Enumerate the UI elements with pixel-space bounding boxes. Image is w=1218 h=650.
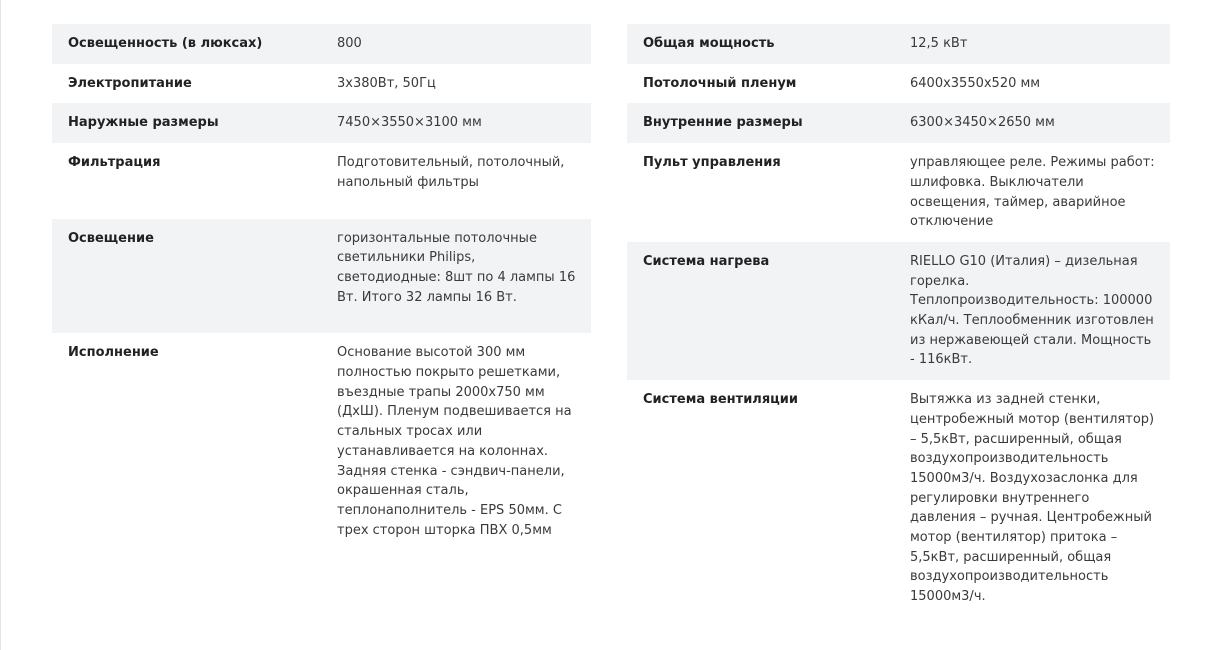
spec-label: Освещенность (в люксах)	[52, 24, 321, 64]
table-row	[627, 64, 1170, 104]
spec-value: 12,5 кВт	[894, 24, 1170, 64]
spec-label: Электропитание	[68, 75, 192, 91]
table-row	[627, 24, 1170, 64]
page-left-border	[0, 0, 1, 650]
spec-label: Система нагрева	[627, 242, 894, 380]
spec-label: Внутренние размеры	[627, 103, 894, 143]
table-row	[52, 333, 591, 550]
spec-label: Пульт управления	[643, 155, 781, 171]
table-row	[627, 380, 1170, 617]
table-row	[627, 143, 1170, 242]
table-row	[52, 219, 591, 334]
spec-label: Фильтрация	[68, 155, 161, 171]
spec-value: Подготовительный, потолочный, напольный фильтры	[337, 155, 565, 190]
spec-value: 7450×3550×3100 мм	[321, 103, 591, 143]
spec-value: 800	[321, 24, 591, 64]
table-row	[627, 103, 1170, 143]
spec-value: горизонтальные потолочные светильники Philips, светодиодные: 8шт по 4 лампы 16 Вт. Итого 32 лампы 16 Вт.	[321, 219, 591, 334]
spec-value: Основание высотой 300 мм полностью покрыто решетками, въездные трапы 2000х750 мм (ДхШ). Пленум подвешивается на стальных тросах или устанавливается на колоннах. Задняя стенка - сэндвич-панели, окрашенная сталь, теплонаполнитель - EPS 50мм. С трех сторон шторка ПВХ 0,5мм	[337, 345, 572, 538]
spec-value: 3х380Вт, 50Гц	[337, 75, 436, 91]
table-row	[52, 24, 591, 64]
spec-label: Потолочный пленум	[643, 75, 797, 91]
table-row	[627, 242, 1170, 380]
spec-value: Вытяжка из задней стенки, центробежный мотор (вентилятор) – 5,5кВт, расширенный, общая воздухопроизводительность 15000м3/ч. Воздухозаслонка для регулировки внутреннего давления – ручная. Центробежный мотор (вентилятор) притока – 5,5кВт, расширенный, общая воздухопроизводительность 15000м3/ч.	[910, 392, 1155, 605]
table-row	[52, 64, 591, 104]
spec-value: RIELLO G10 (Италия) – дизельная горелка. Теплопроизводительность: 100000 кКал/ч. Теплообменник изготовлен из нержавеющей стали. Мощность - 116кВт.	[894, 242, 1170, 380]
specs-table-left	[52, 24, 591, 550]
spec-label: Общая мощность	[627, 24, 894, 64]
spec-label: Система вентиляции	[643, 392, 799, 408]
spec-label: Освещение	[52, 219, 321, 334]
spec-value: управляющее реле. Режимы работ: шлифовка. Выключатели освещения, таймер, аварийное отключение	[910, 155, 1155, 230]
table-row	[52, 103, 591, 143]
spec-value: 6400х3550х520 мм	[910, 75, 1041, 91]
specs-table-right	[627, 24, 1170, 617]
spec-value: 6300×3450×2650 мм	[894, 103, 1170, 143]
spec-label: Исполнение	[68, 345, 159, 361]
table-row	[52, 143, 591, 218]
spec-label: Наружные размеры	[52, 103, 321, 143]
